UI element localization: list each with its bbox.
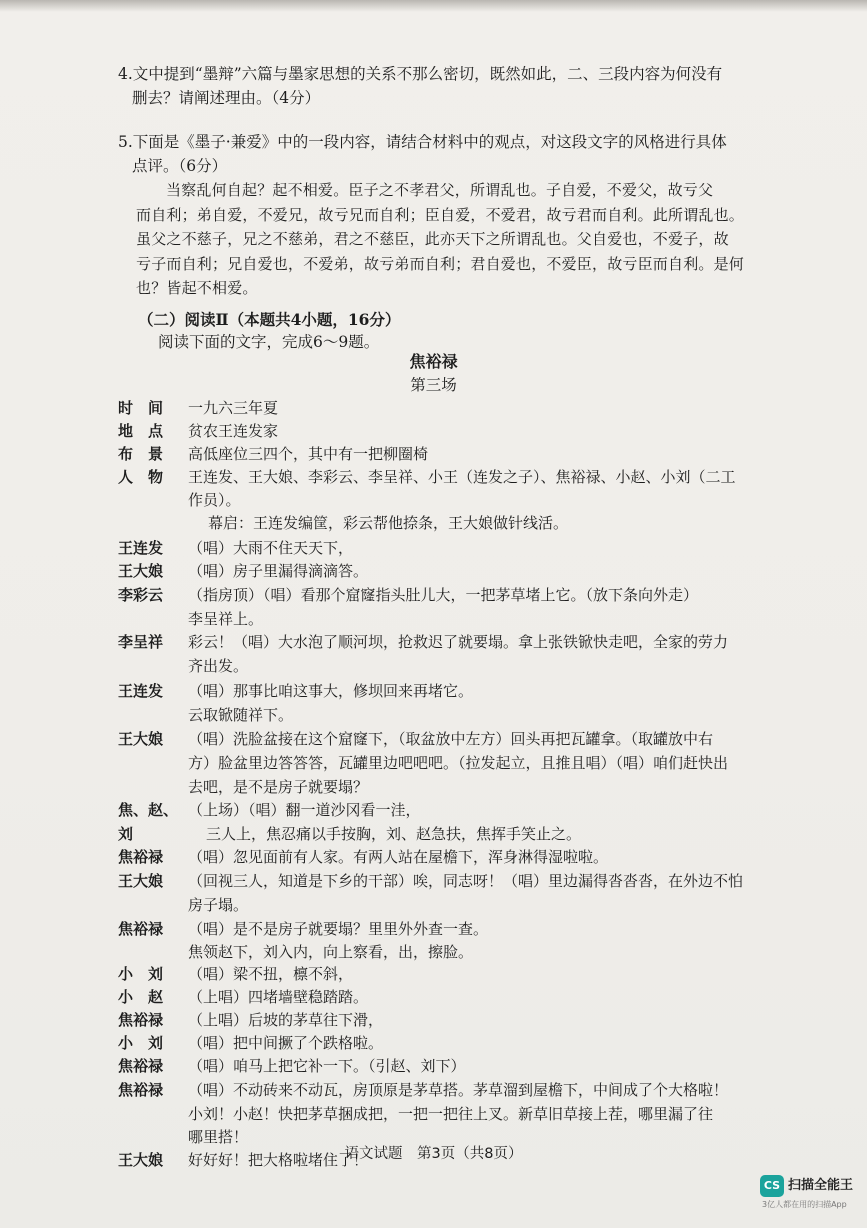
line-text: （唱）把中间撅了个跌格啦。	[188, 1034, 384, 1052]
camscanner-name: 扫描全能王	[788, 1178, 854, 1193]
speaker-name: 焦裕禄	[118, 920, 164, 938]
meta-label: 布 景	[118, 445, 164, 463]
line-text: 好好好！把大格啦堵住了！	[188, 1151, 369, 1169]
mozi-quote	[136, 178, 796, 301]
speaker-name: 小 刘	[118, 1034, 164, 1052]
speaker-name: 焦裕禄	[118, 1011, 164, 1029]
line-text: （唱）大雨不住天天下，	[188, 539, 354, 557]
speaker-name: 李彩云	[118, 586, 164, 604]
line-text: （唱）不动砖来不动瓦，房顶原是茅草搭。茅草溜到屋檐下，中间成了个大格啦！	[188, 1081, 729, 1099]
meta-value: 一九六三年夏	[188, 399, 279, 417]
speaker-name: 王大娘	[118, 730, 164, 748]
line-text: （唱）忽见面前有人家。有两人站在屋檐下，浑身淋得湿啦啦。	[188, 848, 609, 866]
speaker-name: 焦裕禄	[118, 1081, 164, 1099]
question-5	[118, 130, 798, 178]
line-text: （上唱）后坡的茅草往下滑，	[188, 1011, 384, 1029]
camscanner-tagline: 3亿人都在用的扫描App	[762, 1200, 847, 1209]
meta-cont: 作员）。	[188, 491, 241, 509]
speaker-name: 王大娘	[118, 1151, 164, 1169]
page-footer: 语文试题 第3页（共8页）	[344, 1146, 523, 1162]
quote-line: 亏子而自利；兄自爱也，不爱弟，故亏弟而自利；君自爱也，不爱臣，故亏臣而自利。是何	[136, 254, 745, 273]
question-5-cont: 点评。（6分）	[132, 157, 228, 175]
section-instruction: 阅读下面的文字，完成6～9题。	[158, 333, 380, 351]
speaker-name: 小 刘	[118, 965, 164, 983]
speaker-name: 王大娘	[118, 562, 164, 580]
curtain-direction: 幕启：王连发编筐，彩云帮他捺条，王大娘做针线活。	[208, 514, 569, 532]
line-text: 方）脸盆里边答答答，瓦罐里边吧吧吧。（拉发起立，且推且唱）（唱）咱们赶快出	[188, 754, 729, 772]
meta-value: 王连发、王大娘、李彩云、李呈祥、小王（连发之子）、焦裕禄、小赵、小刘（二工	[188, 468, 736, 486]
speaker-name: 王大娘	[118, 872, 164, 890]
line-text: 去吧，是不是房子就要塌？	[188, 778, 369, 796]
question-4-cont: 删去？请阐述理由。（4分）	[132, 89, 321, 107]
section-heading: （二）阅读Ⅱ（本题共4小题，16分）	[138, 310, 401, 329]
camscanner-watermark	[760, 1175, 864, 1219]
speaker-name: 焦、赵、刘	[118, 801, 179, 843]
meta-value: 贫农王连发家	[188, 422, 279, 440]
meta-label: 地 点	[118, 422, 164, 440]
speaker-name: 王连发	[118, 682, 164, 700]
question-4	[118, 62, 798, 110]
speaker-name: 王连发	[118, 539, 164, 557]
quote-line: 虽父之不慈子，兄之不慈弟，君之不慈臣，此亦天下之所谓乱也。父自爱也，不爱子，故	[136, 230, 729, 248]
line-text: （唱）梁不扭，檩不斜，	[188, 965, 354, 983]
line-text: （回视三人，知道是下乡的干部）唉，同志呀！（唱）里边漏得沓沓沓，在外边不怕	[188, 872, 744, 890]
meta-value: 高低座位三四个，其中有一把柳圈椅	[188, 445, 429, 463]
speaker-name: 小 赵	[118, 988, 164, 1006]
play-title: 焦裕禄	[409, 352, 458, 371]
speaker-name: 焦裕禄	[118, 1057, 164, 1075]
line-text: 小刘！小赵！快把茅草捆成把，一把一把往上叉。新草旧草接上茬，哪里漏了往	[188, 1105, 714, 1123]
meta-label: 人 物	[118, 468, 164, 486]
play-scene: 第三场	[410, 376, 457, 394]
line-text: 齐出发。	[188, 657, 249, 675]
meta-label: 时 间	[118, 399, 164, 417]
line-text: （唱）房子里漏得滴滴答。	[188, 562, 369, 580]
quote-line: 而自利；弟自爱，不爱兄，故亏兄而自利；臣自爱，不爱君，故亏君而自利。此所谓乱也。	[136, 205, 745, 224]
line-text: （唱）是不是房子就要塌？里里外外查一查。	[188, 920, 489, 938]
line-text: （上唱）四堵墙壁稳踏踏。	[188, 988, 369, 1006]
line-text: （唱）那事比咱这事大，修坝回来再堵它。	[188, 682, 474, 700]
quote-line: 也？皆起不相爱。	[136, 279, 258, 297]
line-text: （上场）（唱）翻一道沙冈看一洼，	[188, 801, 421, 819]
line-text: （唱）洗脸盆接在这个窟窿下，（取盆放中左方）回头再把瓦罐拿。（取罐放中右	[188, 730, 714, 748]
quote-line: 当察乱何自起？起不相爱。臣子之不孝君父，所谓乱也。子自爱，不爱父，故亏父	[166, 181, 714, 199]
line-text: 云取锨随祥下。	[188, 706, 294, 724]
speaker-name: 焦裕禄	[118, 848, 164, 866]
speaker-name: 李呈祥	[118, 633, 164, 651]
scan-shadow	[0, 0, 867, 12]
line-text: 彩云！（唱）大水泡了顺河坝，抢救迟了就要塌。拿上张铁锨快走吧，全家的劳力	[188, 633, 729, 651]
line-text: 焦领赵下，刘入内，向上察看，出，擦脸。	[188, 943, 474, 961]
line-text: 房子塌。	[188, 896, 249, 914]
line-text: （唱）咱马上把它补一下。（引赵、刘下）	[188, 1057, 466, 1075]
line-text: 哪里搭！	[188, 1128, 249, 1146]
line-text: 李呈祥上。	[188, 610, 264, 628]
line-text: 三人上，焦忍痛以手按胸，刘、赵急扶，焦挥手笑止之。	[206, 825, 582, 843]
line-text: （指房顶）（唱）看那个窟窿指头肚儿大，一把茅草堵上它。（放下条向外走）	[188, 586, 699, 604]
question-4-text: 4.文中提到“墨辩”六篇与墨家思想的关系不那么密切，既然如此，二、三段内容为何没有	[118, 65, 723, 83]
camscanner-logo-icon: CS	[760, 1175, 784, 1197]
question-5-text: 5.下面是《墨子·兼爱》中的一段内容，请结合材料中的观点，对这段文字的风格进行具体	[118, 133, 727, 151]
